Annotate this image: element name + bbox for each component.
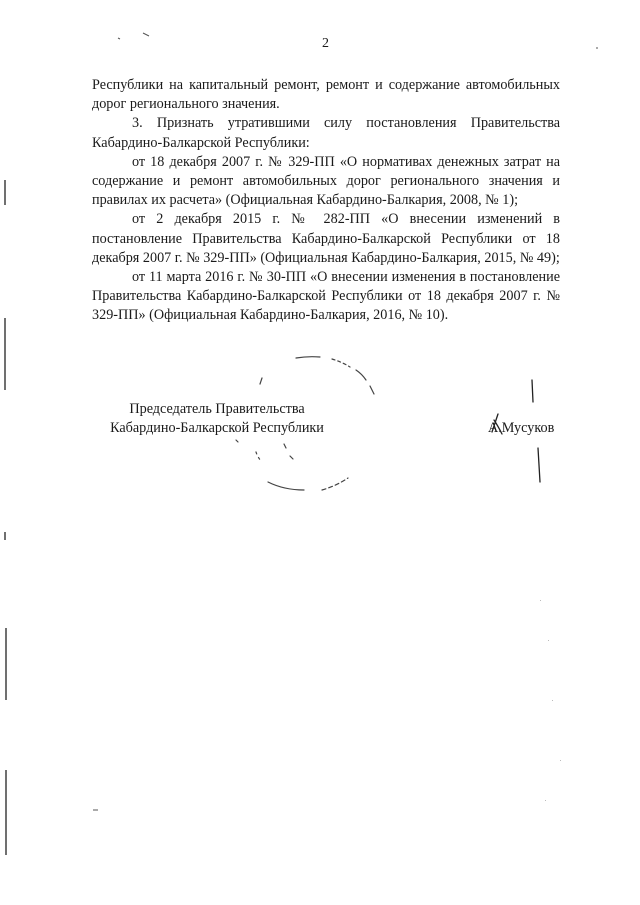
scan-specks-top: [118, 33, 597, 49]
signatory-title-line1: Председатель Правительства: [129, 401, 305, 417]
paragraph-repeal-2016: от 11 марта 2016 г. № 30-ПП «О внесении изменения в постановление Правительства Кабардино-Балкарской Республики от 18 декабря 2007 г. № 329-ПП» (Официальная Кабардино-Балкария, 2016, № 10).: [92, 269, 560, 324]
document-body: [92, 76, 560, 326]
paragraph-item-3: 3. Признать утратившими силу постановления Правительства Кабардино-Балкарской Республики:: [92, 115, 560, 151]
paragraph-continuation: Республики на капитальный ремонт, ремонт и содержание автомобильных дорог регионального значения.: [92, 77, 560, 113]
paragraph-repeal-2007: от 18 декабря 2007 г. № 329-ПП «О нормативах денежных затрат на содержание и ремонт автомобильных дорог регионального значения и правилах их расчета» (Официальная Кабардино-Балкария, 2008, № 1);: [92, 153, 560, 209]
right-edge-specks: [540, 600, 561, 801]
left-margin-marks: [5, 180, 6, 855]
signatory-name: А.Мусуков: [488, 420, 555, 436]
signatory-title-line2: Кабардино-Балкарской Республики: [110, 420, 324, 436]
paragraph-repeal-2015: от 2 декабря 2015 г. № 282-ПП «О внесении изменений в постановление Правительства Кабардино-Балкарской Республики от 18 декабря 2007 г. № 329-ПП» (Официальная Кабардино-Балкария, 2015, № 49);: [92, 211, 560, 266]
page-number: 2: [322, 36, 329, 51]
signatory-title: [92, 400, 342, 438]
